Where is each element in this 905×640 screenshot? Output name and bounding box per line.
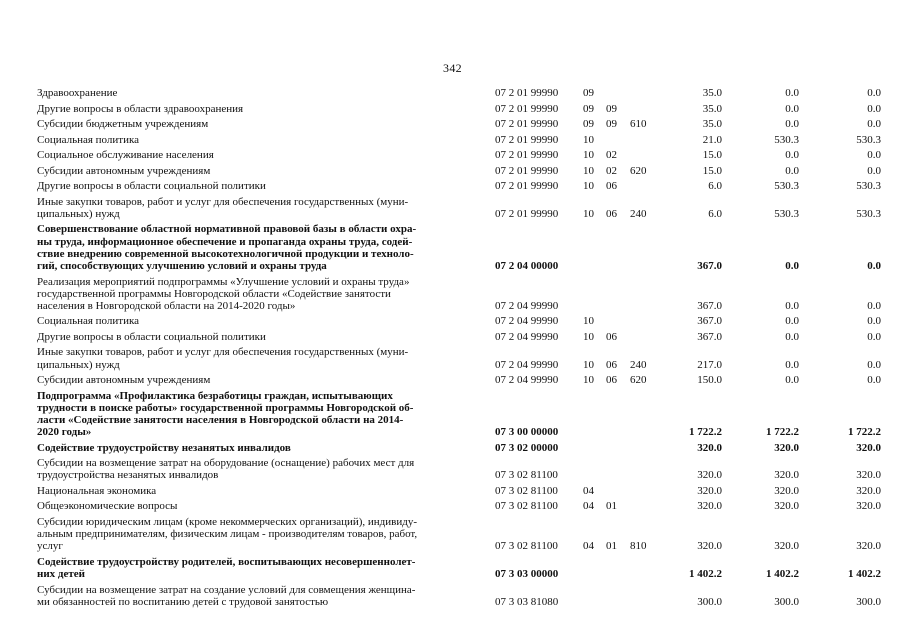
row-subsection: 02 <box>606 164 617 177</box>
row-section: 09 <box>583 87 594 100</box>
row-name: Социальная политика <box>37 133 140 146</box>
row-name: Другие вопросы в области социальной политики <box>37 180 266 193</box>
row-amount-year3: 320.0 <box>856 500 881 513</box>
row-section: 04 <box>583 484 594 497</box>
row-subsection: 06 <box>606 374 617 387</box>
row-subsection: 01 <box>606 540 617 553</box>
table-row <box>0 371 905 387</box>
row-amount-year3: 0.0 <box>867 315 881 328</box>
row-section: 10 <box>583 207 594 220</box>
row-code: 07 3 02 00000 <box>495 441 559 454</box>
row-code: 07 3 00 00000 <box>495 426 559 439</box>
row-amount-year3: 0.0 <box>867 87 881 100</box>
row-name: Общеэкономические вопросы <box>37 500 178 513</box>
row-code: 07 3 02 81100 <box>495 540 558 553</box>
row-amount-year3: 320.0 <box>856 441 881 454</box>
row-amount-year1: 320.0 <box>697 484 722 497</box>
table-row <box>0 177 905 193</box>
row-code: 07 2 01 99990 <box>495 87 559 100</box>
row-name: Субсидии на возмещение затрат на создание условий для совмещения женщина- ми обязанностей по воспитанию детей с трудовой занятостью <box>37 583 416 608</box>
row-amount-year2: 0.0 <box>785 164 799 177</box>
table-row <box>0 328 905 344</box>
row-name: Социальное обслуживание населения <box>37 149 214 162</box>
table-row <box>0 162 905 178</box>
table-row <box>0 513 905 553</box>
row-amount-year2: 530.3 <box>774 133 799 146</box>
table-row <box>0 131 905 147</box>
row-subsection: 06 <box>606 358 617 371</box>
table-row <box>0 454 905 482</box>
row-amount-year1: 367.0 <box>697 260 722 273</box>
row-name: Социальная политика <box>37 315 140 328</box>
row-subsection: 02 <box>606 149 617 162</box>
table-row <box>0 553 905 581</box>
row-code: 07 3 02 81100 <box>495 500 558 513</box>
row-code: 07 2 01 99990 <box>495 164 559 177</box>
row-code: 07 2 01 99990 <box>495 149 559 162</box>
row-section: 10 <box>583 164 594 177</box>
row-amount-year1: 320.0 <box>697 500 722 513</box>
row-amount-year3: 320.0 <box>856 484 881 497</box>
row-name: Субсидии на возмещение затрат на оборудование (оснащение) рабочих мест для трудоустройства незанятых инвалидов <box>37 457 415 482</box>
row-amount-year2: 1 722.2 <box>766 426 799 439</box>
row-amount-year2: 0.0 <box>785 299 799 312</box>
table-row <box>0 438 905 454</box>
table-row <box>0 497 905 513</box>
row-code: 07 2 01 99990 <box>495 133 559 146</box>
row-amount-year1: 320.0 <box>697 469 722 482</box>
row-amount-year3: 530.3 <box>856 133 881 146</box>
row-code: 07 3 02 81100 <box>495 484 558 497</box>
row-amount-year1: 367.0 <box>697 330 722 343</box>
row-name: Субсидии автономным учреждениям <box>37 374 211 387</box>
row-name: Совершенствование областной нормативной правовой базы в области охра- ны труда, информационное обеспечение и пропаганда охраны труда, содей- ствие внедрению современной высокотехнологичной продукции и техноло- гий, способствующих улучшению условий и охраны труда <box>37 223 417 273</box>
row-amount-year3: 530.3 <box>856 207 881 220</box>
table-row <box>0 272 905 312</box>
row-amount-year2: 300.0 <box>774 595 799 608</box>
row-name: Другие вопросы в области социальной политики <box>37 330 266 343</box>
row-expense-type: 620 <box>630 164 647 177</box>
row-amount-year2: 530.3 <box>774 207 799 220</box>
row-code: 07 3 02 81100 <box>495 469 558 482</box>
row-amount-year3: 1 722.2 <box>848 426 881 439</box>
row-subsection: 06 <box>606 180 617 193</box>
row-amount-year1: 320.0 <box>697 540 722 553</box>
row-name: Содействие трудоустройству незанятых инвалидов <box>37 441 291 454</box>
row-amount-year1: 367.0 <box>697 315 722 328</box>
row-name: Подпрограмма «Профилактика безработицы граждан, испытывающих трудности в поиске работы» государственной программы Новгородской об- ласти «Содействие занятости населения в Новгородской области на 2014- 2020 годы» <box>37 389 414 439</box>
row-amount-year3: 0.0 <box>867 164 881 177</box>
row-code: 07 2 04 99990 <box>495 315 559 328</box>
row-code: 07 2 01 99990 <box>495 118 559 131</box>
row-section: 10 <box>583 180 594 193</box>
row-name: Реализация мероприятий подпрограммы «Улучшение условий и охраны труда» государственной программы Новгородской области «Содействие занятости населения в Новгородской области на 2014-2020 годы» <box>37 275 410 312</box>
row-section: 10 <box>583 374 594 387</box>
row-amount-year2: 0.0 <box>785 260 799 273</box>
row-amount-year3: 1 402.2 <box>848 568 881 581</box>
row-name: Субсидии юридическим лицам (кроме некоммерческих организаций), индивиду- альным предпринимателям, физическим лицам - производителям товаров, работ, услуг <box>37 515 418 553</box>
row-code: 07 2 04 99990 <box>495 299 559 312</box>
row-name: Субсидии бюджетным учреждениям <box>37 118 209 131</box>
row-amount-year1: 367.0 <box>697 299 722 312</box>
row-amount-year3: 0.0 <box>867 374 881 387</box>
row-amount-year1: 15.0 <box>702 164 722 177</box>
row-code: 07 2 04 99990 <box>495 374 559 387</box>
row-amount-year2: 0.0 <box>785 149 799 162</box>
table-row <box>0 220 905 272</box>
row-name: Субсидии автономным учреждениям <box>37 164 211 177</box>
row-section: 10 <box>583 330 594 343</box>
table-row <box>0 312 905 328</box>
table-row <box>0 193 905 221</box>
row-amount-year2: 0.0 <box>785 374 799 387</box>
row-amount-year1: 35.0 <box>702 102 722 115</box>
row-subsection: 01 <box>606 500 617 513</box>
row-expense-type: 240 <box>630 207 647 220</box>
row-section: 10 <box>583 149 594 162</box>
row-amount-year1: 35.0 <box>702 87 722 100</box>
row-amount-year2: 0.0 <box>785 315 799 328</box>
row-code: 07 3 03 81080 <box>495 595 559 608</box>
row-amount-year3: 0.0 <box>867 149 881 162</box>
row-amount-year1: 15.0 <box>702 149 722 162</box>
row-amount-year3: 320.0 <box>856 540 881 553</box>
row-amount-year3: 0.0 <box>867 260 881 273</box>
table-row <box>0 100 905 116</box>
row-code: 07 2 04 99990 <box>495 330 559 343</box>
row-name: Содействие трудоустройству родителей, воспитывающих несовершеннолет- них детей <box>37 555 416 581</box>
row-amount-year3: 320.0 <box>856 469 881 482</box>
row-amount-year2: 1 402.2 <box>766 568 799 581</box>
row-amount-year2: 320.0 <box>774 500 799 513</box>
table-row <box>0 146 905 162</box>
row-section: 10 <box>583 133 594 146</box>
row-name: Иные закупки товаров, работ и услуг для обеспечения государственных (муни- ципальных) нужд <box>37 195 409 220</box>
row-code: 07 2 04 00000 <box>495 260 559 273</box>
row-name: Другие вопросы в области здравоохранения <box>37 102 244 115</box>
row-amount-year1: 300.0 <box>697 595 722 608</box>
row-name: Здравоохранение <box>37 87 118 100</box>
row-amount-year2: 0.0 <box>785 330 799 343</box>
row-section: 10 <box>583 358 594 371</box>
row-amount-year2: 0.0 <box>785 87 799 100</box>
row-amount-year2: 320.0 <box>774 484 799 497</box>
row-amount-year1: 21.0 <box>702 133 722 146</box>
row-subsection: 09 <box>606 102 617 115</box>
row-amount-year2: 530.3 <box>774 180 799 193</box>
row-section: 09 <box>583 102 594 115</box>
row-expense-type: 620 <box>630 374 647 387</box>
row-amount-year2: 0.0 <box>785 358 799 371</box>
table-row <box>0 115 905 131</box>
row-amount-year1: 320.0 <box>697 441 722 454</box>
row-amount-year3: 0.0 <box>867 358 881 371</box>
row-amount-year2: 0.0 <box>785 102 799 115</box>
row-amount-year2: 320.0 <box>774 441 799 454</box>
row-amount-year1: 35.0 <box>702 118 722 131</box>
row-amount-year1: 217.0 <box>697 358 722 371</box>
row-amount-year1: 6.0 <box>708 207 722 220</box>
row-expense-type: 610 <box>630 118 647 131</box>
row-amount-year3: 0.0 <box>867 299 881 312</box>
page-number: 342 <box>443 61 462 75</box>
row-name: Иные закупки товаров, работ и услуг для обеспечения государственных (муни- ципальных) нужд <box>37 346 409 371</box>
row-section: 09 <box>583 118 594 131</box>
row-amount-year2: 320.0 <box>774 540 799 553</box>
row-amount-year3: 0.0 <box>867 102 881 115</box>
row-section: 04 <box>583 540 594 553</box>
row-subsection: 06 <box>606 207 617 220</box>
row-code: 07 3 03 00000 <box>495 568 559 581</box>
table-row <box>0 580 905 608</box>
row-amount-year1: 1 402.2 <box>689 568 722 581</box>
row-amount-year2: 0.0 <box>785 118 799 131</box>
budget-table <box>0 84 905 608</box>
row-amount-year3: 0.0 <box>867 118 881 131</box>
row-section: 10 <box>583 315 594 328</box>
row-amount-year3: 530.3 <box>856 180 881 193</box>
row-section: 04 <box>583 500 594 513</box>
row-subsection: 09 <box>606 118 617 131</box>
row-subsection: 06 <box>606 330 617 343</box>
row-amount-year1: 6.0 <box>708 180 722 193</box>
row-amount-year1: 1 722.2 <box>689 426 722 439</box>
row-name: Национальная экономика <box>37 484 157 497</box>
row-code: 07 2 04 99990 <box>495 358 559 371</box>
row-amount-year3: 0.0 <box>867 330 881 343</box>
row-expense-type: 810 <box>630 540 647 553</box>
table-row <box>0 386 905 438</box>
row-expense-type: 240 <box>630 358 647 371</box>
row-code: 07 2 01 99990 <box>495 180 559 193</box>
row-amount-year3: 300.0 <box>856 595 881 608</box>
row-code: 07 2 01 99990 <box>495 102 559 115</box>
table-row <box>0 84 905 100</box>
table-row <box>0 343 905 371</box>
row-code: 07 2 01 99990 <box>495 207 559 220</box>
table-row <box>0 482 905 498</box>
row-amount-year2: 320.0 <box>774 469 799 482</box>
row-amount-year1: 150.0 <box>697 374 722 387</box>
